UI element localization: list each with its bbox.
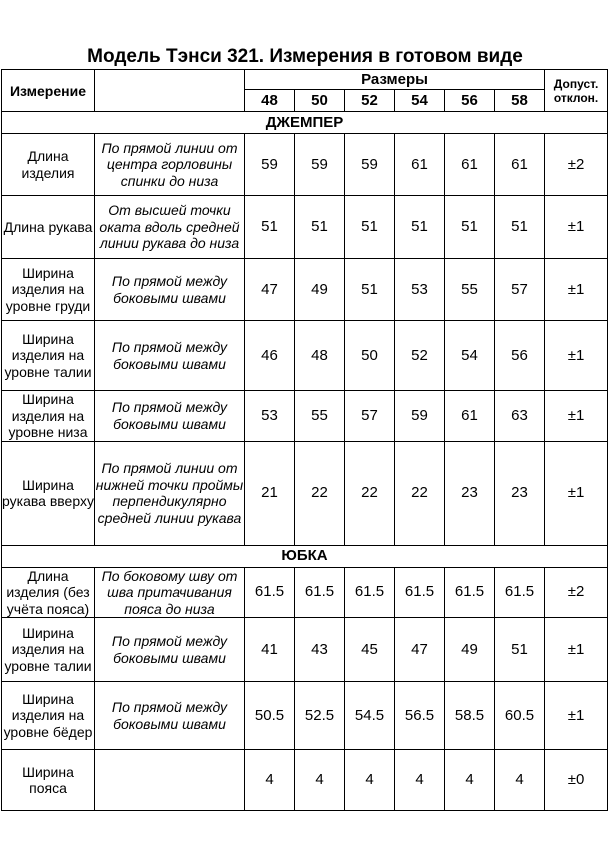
sizes-header: Размеры: [245, 70, 545, 90]
table-row: [2, 321, 608, 391]
description-header: [95, 70, 245, 112]
measurement-name: Ширина рукава вверху: [2, 441, 95, 545]
size-value: 51: [295, 196, 345, 259]
table-row: [2, 618, 608, 682]
table-row: [2, 682, 608, 750]
size-value: 59: [345, 134, 395, 196]
measurement-description: По прямой между боковыми швами: [95, 618, 245, 682]
tolerance-header: Допуст. отклон.: [545, 70, 608, 112]
size-value: 61.5: [395, 567, 445, 618]
size-value: 50.5: [245, 682, 295, 750]
tolerance-value: ±0: [545, 750, 608, 811]
size-value: 54: [445, 321, 495, 391]
table-row: [2, 441, 608, 545]
size-value: 51: [345, 259, 395, 321]
size-value: 59: [295, 134, 345, 196]
size-value: 4: [295, 750, 345, 811]
section-header: ДЖЕМПЕР: [2, 112, 608, 134]
size-value: 57: [345, 391, 395, 442]
size-value: 61: [395, 134, 445, 196]
size-value: 47: [245, 259, 295, 321]
measurement-description: По боковому шву от шва притачивания пояса до низа: [95, 567, 245, 618]
measurement-name: Ширина изделия на уровне талии: [2, 321, 95, 391]
size-value: 49: [445, 618, 495, 682]
size-value: 4: [395, 750, 445, 811]
size-value: 61.5: [445, 567, 495, 618]
tolerance-value: ±2: [545, 134, 608, 196]
size-header-cell: 52: [345, 90, 395, 112]
measurement-name: Ширина изделия на уровне низа: [2, 391, 95, 442]
table-row: [2, 750, 608, 811]
size-value: 23: [445, 441, 495, 545]
size-value: 22: [295, 441, 345, 545]
size-value: 57: [495, 259, 545, 321]
size-value: 4: [445, 750, 495, 811]
size-value: 61.5: [245, 567, 295, 618]
size-value: 61.5: [295, 567, 345, 618]
size-value: 46: [245, 321, 295, 391]
size-value: 61: [445, 391, 495, 442]
size-value: 59: [245, 134, 295, 196]
measurement-name: Длина изделия (без учёта пояса): [2, 567, 95, 618]
tolerance-value: ±1: [545, 682, 608, 750]
table-row: [2, 196, 608, 259]
tolerance-value: ±2: [545, 567, 608, 618]
measurement-name: Длина рукава: [2, 196, 95, 259]
measurement-name: Ширина пояса: [2, 750, 95, 811]
size-value: 61.5: [495, 567, 545, 618]
measurement-description: По прямой между боковыми швами: [95, 321, 245, 391]
size-value: 53: [245, 391, 295, 442]
size-value: 49: [295, 259, 345, 321]
table-row: [2, 391, 608, 442]
size-value: 51: [345, 196, 395, 259]
size-value: 22: [345, 441, 395, 545]
measurement-description: По прямой линии от центра горловины спинки до низа: [95, 134, 245, 196]
size-header-cell: 58: [495, 90, 545, 112]
tolerance-value: ±1: [545, 441, 608, 545]
page-title: Модель Тэнси 321. Измерения в готовом виде: [87, 46, 523, 67]
size-value: 56.5: [395, 682, 445, 750]
section-header: ЮБКА: [2, 545, 608, 567]
measurement-name: Ширина изделия на уровне талии: [2, 618, 95, 682]
size-value: 59: [395, 391, 445, 442]
size-value: 55: [445, 259, 495, 321]
measurement-name: Ширина изделия на уровне бёдер: [2, 682, 95, 750]
size-value: 51: [495, 618, 545, 682]
measurement-description: По прямой между боковыми швами: [95, 391, 245, 442]
measurement-name: Длина изделия: [2, 134, 95, 196]
measurement-description: [95, 750, 245, 811]
size-value: 4: [345, 750, 395, 811]
size-value: 52: [395, 321, 445, 391]
size-header-cell: 54: [395, 90, 445, 112]
size-value: 53: [395, 259, 445, 321]
measurement-description: От высшей точки оката вдоль средней линии рукава до низа: [95, 196, 245, 259]
measurement-header: Измерение: [2, 70, 95, 112]
measurement-description: По прямой линии от нижней точки проймы перпендикулярно средней линии рукава: [95, 441, 245, 545]
size-value: 48: [295, 321, 345, 391]
size-value: 54.5: [345, 682, 395, 750]
size-header-cell: 48: [245, 90, 295, 112]
table-row: [2, 259, 608, 321]
size-value: 51: [395, 196, 445, 259]
tolerance-value: ±1: [545, 391, 608, 442]
measurement-description: По прямой между боковыми швами: [95, 259, 245, 321]
size-value: 22: [395, 441, 445, 545]
size-value: 55: [295, 391, 345, 442]
size-value: 58.5: [445, 682, 495, 750]
measurement-description: По прямой между боковыми швами: [95, 682, 245, 750]
measurement-name: Ширина изделия на уровне груди: [2, 259, 95, 321]
size-value: 41: [245, 618, 295, 682]
size-value: 51: [445, 196, 495, 259]
size-value: 61.5: [345, 567, 395, 618]
size-value: 61: [495, 134, 545, 196]
size-value: 45: [345, 618, 395, 682]
table-row: [2, 567, 608, 618]
tolerance-value: ±1: [545, 259, 608, 321]
table-row: [2, 134, 608, 196]
tolerance-value: ±1: [545, 618, 608, 682]
size-value: 51: [245, 196, 295, 259]
size-value: 51: [495, 196, 545, 259]
size-value: 56: [495, 321, 545, 391]
tolerance-value: ±1: [545, 196, 608, 259]
measurements-table: [1, 69, 608, 811]
size-header-cell: 56: [445, 90, 495, 112]
size-value: 43: [295, 618, 345, 682]
size-value: 4: [495, 750, 545, 811]
size-value: 60.5: [495, 682, 545, 750]
size-value: 23: [495, 441, 545, 545]
size-value: 21: [245, 441, 295, 545]
size-value: 50: [345, 321, 395, 391]
size-header-cell: 50: [295, 90, 345, 112]
size-value: 61: [445, 134, 495, 196]
tolerance-value: ±1: [545, 321, 608, 391]
size-value: 63: [495, 391, 545, 442]
size-value: 47: [395, 618, 445, 682]
size-value: 4: [245, 750, 295, 811]
size-value: 52.5: [295, 682, 345, 750]
